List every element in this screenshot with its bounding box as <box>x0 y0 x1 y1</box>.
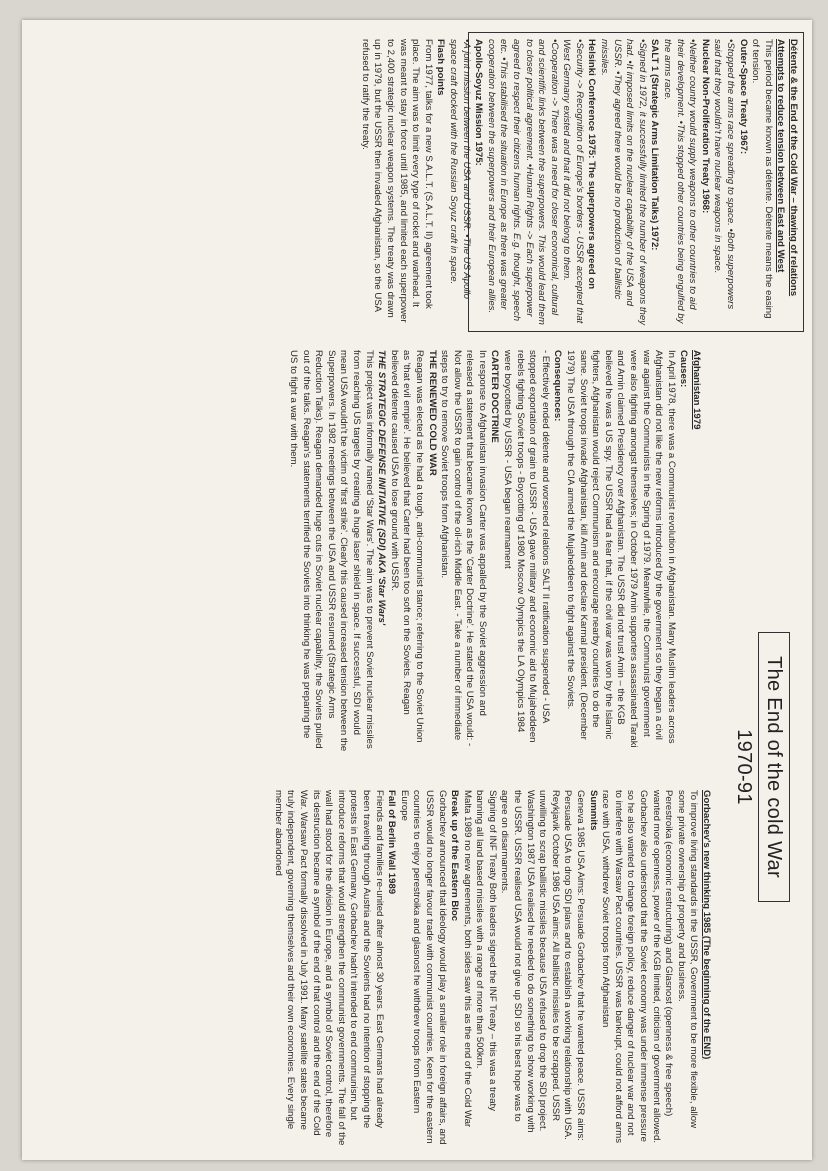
outer-space-title: Outer-Space Treaty 1967: <box>737 39 749 155</box>
renewed-text: Reagan was elected as he had a tough, anti-communist stance; referring to the Soviet Union as 'that evil empire'. He believed that Carter had been too soft on the Soviets. Reagan believed détente caused USA to lose ground with USSR. <box>388 350 425 743</box>
afghanistan-column <box>286 350 702 752</box>
malta-text: Malta 1989 no new agreements, both sides saw this as the end of the Cold War <box>461 790 473 1128</box>
helsinki-title: Helsinki Conference 1975: The superpowers agreed on <box>586 39 598 290</box>
notes-page <box>22 20 812 1160</box>
reykjavik-text: Reykjavik October 1986 USA aims: All ballistic missiles to be scrapped. USSR unwilling to scrap ballistic missiles because USA refused to drop the SDI project. <box>537 790 561 1132</box>
detente-subheading: Attempts to reduce tension between East and West <box>775 39 787 273</box>
summits-heading: Summits <box>587 790 599 831</box>
carter-heading: CARTER DOCTRINE <box>489 350 501 443</box>
inf-text: Signing of INF Treaty Both leaders signed the INF Treaty – this was a treaty banning all land based missiles with a range of more than 500km. <box>474 790 498 1112</box>
renewed-heading: THE RENEWED COLD WAR <box>426 350 438 476</box>
consequences-label: Consequences: <box>552 350 564 422</box>
gorbachev-heading: Gorbachev's new thinking 1985 (The beginning of the END) <box>701 790 712 1060</box>
apollo-title: Apollo-Soyuz Mission 1975: <box>473 39 485 166</box>
page-title: The End of the cold War 1970-91 <box>758 632 790 902</box>
outer-space-text: •Stopped the arms race spreading to space. •Both superpowers said that they wouldn't have nuclear weapons in space. <box>712 39 737 310</box>
detente-intro: This period became known as détente. Détente means the easing of tension. <box>750 39 774 319</box>
apollo-text: •A joint mission between the USA and USSR. •The US Apollo space craft docked with the Russian Soyuz craft in space. <box>447 39 472 300</box>
perestroika-text: Perestroika (economic restructuring) and Glasnost (openness & free speech) wanted more openness, power of the KGB limited, criticism of government allowed. <box>650 790 675 1144</box>
breakup-heading: Break up of the Eastern Bloc <box>449 790 461 922</box>
sdi-heading: THE STRATEGIC DEFENSE INITIATIVE (SDI) AKA 'Star Wars' <box>376 350 388 626</box>
carter-text: In response to Afghanistan invasion Carter was appalled by the Soviet aggression and released a statement that became known as the 'Carter Doctrine'. He stated the USA would: - Not allow the USSR to gain control of the oil-rich Middle East. - Take a number of immediate steps to try to remove Soviet troops from Afghanistan. <box>439 350 488 747</box>
helsinki-text: •Security -> Recognition of Europe's borders - USSR accepted that West Germany existed and that it did not belong to them. •Cooperation -> There was a need for closer economical, cultural and scientific links between the superpowers. This would lead them to closer political agreement. •Human Rights -> Each superpower agreed to respect their citizens human rights. E.g. thought, speech etc. •This stabilised the situation in Europe as there was greater cooperation between the superpowers and their European allies. <box>485 39 585 325</box>
flash-points-text: From 1977, talks for a new S.A.L.T. (S.A.L.T. II) agreement took place. The aim was to limit every type of rocket and warhead. It was meant to stay in force until 1985, and limited each superpower to 2,400 strategic nuclear weapon systems. The treaty was drawn up in 1979, but the USSR then invaded Afghanistan, so the USA refused to ratify the treaty. <box>359 39 434 323</box>
salt-title: SALT 1 (Strategic Arms Limitation Talks) 1972: <box>649 39 661 251</box>
rotated-content <box>22 20 812 1160</box>
afghanistan-heading: Afghanistan 1979 <box>691 350 702 430</box>
causes-label: Causes: <box>678 350 690 388</box>
berlin-text: Friends and families re-united after almost 30 years. East Germans had already been traveling through Austria and the Sovients had no intention of stopping the protests in East Germany. Gorbachev hadn't intended to end communism, but introduce reforms that would strengthen the communist governments. The fall of the wall had stood for the division in Europe, and a symbol of Soviet control, therefore its destruction became a symbol of the end of that control and the end of the Cold War. Warsaw Pact formally dissolved in July 1991. Many satellite states became truly independent, governing themselves and their own economies. Every single member abandoned <box>272 790 385 1146</box>
berlin-heading: Fall of Berlin Wall 1989 <box>386 790 398 895</box>
detente-column <box>359 32 804 332</box>
washington-text: Washington 1987 USA realised he needed to do something to show working with the USSR. USSR realised USA would not give up SDI so his best hope was to agree on disarmaments. <box>499 790 536 1133</box>
npt-title: Nuclear Non-Proliferation Treaty 1968: <box>699 39 711 214</box>
salt-text: •Signed in 1972, it successfully limited the number of weapons they had. •It imposed limits on the nuclear capability of the USA and USSR. •They agreed there would be no production of ballistic missiles. <box>599 39 648 325</box>
causes-text: In April 1978, there was a Communist revolution in Afghanistan. Many Muslim leaders across Afghanistan did not like the new reforms introduced by the government so they began a civil war against the Communists in the Spring of 1979. Meanwhile, the Communist government were also fighting amongst themselves; in October 1979 Amin supporters assassinated Taraki and Amin claimed Presidency over Afghanistan. The USSR did not trust Amin – the KGB believed he was a US spy. The USSR had a fear that, if the civil war was won by the Islamic fighters, Afghanistan would reject Communism and encourage nearby countries to do the same. Soviet troops invade Afghanistan, kill Amin and declare Karmal president. (December 1979) The USA through the CIA armed the Mujaheddeen to fight against the Soviets. <box>565 350 677 748</box>
consequences-text: - Effectively ended détente and worsened relations SALT II ratification suspended - USA stopped exportation of grain to USSR - USA gave military and economic aid to Mujaheddeen rebels fighting Soviet troops - Boycotting of 1980 Moscow Olympics the LA Olympics 1984 were boycotted by USSR - USA began rearmament <box>502 350 551 743</box>
geneva-text: Geneva 1985 USA Aims: Persuade Gorbachev that he wanted peace. USSR aims: Persuade USA to drop SDI plans and to establish a working relationship with USA. <box>562 790 587 1141</box>
gorbachev-column <box>271 790 712 1146</box>
gorbachev-text-2: Gorbachev also understood that the Soviet economy was under immense pressure so he also wanted to change foreign policy, reduce danger of nuclear war and not to interfere with Warsaw Pact countries. USSR was bankrupt, could not afford arms race with USA, withdrew Soviet troops from Afghanistan <box>600 790 650 1143</box>
sdi-text: This project was informally named 'Star Wars'. The aim was to prevent Soviet nuclear missiles from reaching US targets by creating a huge laser shield in space. If successful, SDI would mean USA wouldn't be victim of 'first strike'. Clearly this caused increased tension between the Superpowers. In 1982 meetings between the USA and USSR resumed (Strategic Arms Reduction Talks). Reagan demanded huge cuts in Soviet nuclear capability, the Soviets pulled out of the talks. Reagan's statements terrified the Soviets into thinking he was preparing the US to fight a war with them. <box>288 350 375 752</box>
breakup-text: Gorbachev announced that ideology would play a smaller role in foreign affairs, and USSR would no longer favour trade with communist countries. Keen for the eastern countries to enjoy perestroika and glasnost he withdrew troops from Eastern Europe <box>398 790 448 1145</box>
npt-text: •Neither country would supply weapons to other countries to aid their development. •This stopped other countries being engulfed by the arms race. <box>662 39 699 324</box>
gorbachev-text: To improve living standards in the USSR, Government to be more flexible, allow some private ownership of property and business. <box>675 790 700 1129</box>
flash-points-title: Flash points <box>435 39 447 96</box>
detente-heading: Détente & the End of the Cold War – thawing of relations <box>788 39 799 297</box>
